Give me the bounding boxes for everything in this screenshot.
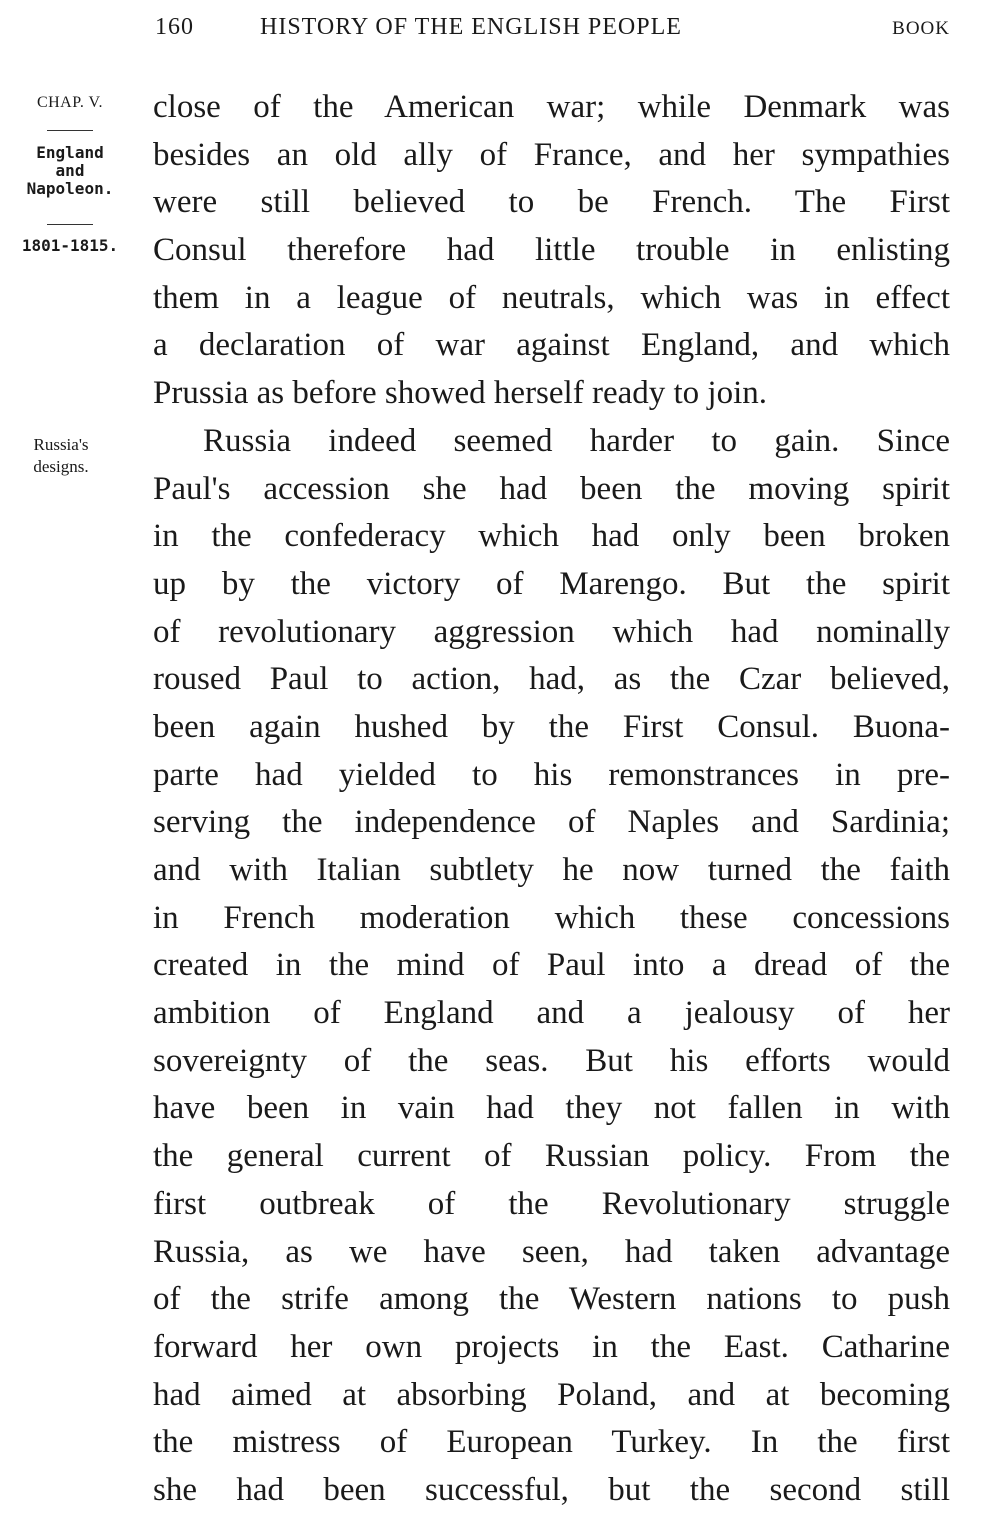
margin-note-line: designs. <box>33 457 89 476</box>
text-line: Russia indeed seemed harder to gain. Since <box>203 422 950 459</box>
margin-chapter: CHAP. V. <box>36 94 104 111</box>
text-line: roused Paul to action, had, as the Czar believed, <box>153 661 950 698</box>
text-line: Consul therefore had little trouble in enlisting <box>153 232 950 269</box>
book-label: BOOK <box>892 18 950 39</box>
page-number: 160 <box>155 14 194 40</box>
text-line: of the strife among the Western nations to push <box>153 1281 950 1318</box>
text-line: the mistress of European Turkey. In the first <box>153 1424 950 1461</box>
text-line: in the confederacy which had only been broken <box>153 518 950 555</box>
text-line: were still believed to be French. The First <box>153 184 950 221</box>
text-line: first outbreak of the Revolutionary struggle <box>153 1185 950 1222</box>
margin-rule <box>47 224 93 225</box>
text-line: parte had yielded to his remonstrances in pre- <box>153 756 950 793</box>
text-line: the general current of Russian policy. From the <box>153 1138 950 1175</box>
text-line: she had been successful, but the second still <box>153 1471 950 1508</box>
text-line: forward her own projects in the East. Catharine <box>153 1328 950 1365</box>
text-line: up by the victory of Marengo. But the spirit <box>153 565 950 602</box>
margin-section-title <box>0 144 140 198</box>
text-line: sovereignty of the seas. But his efforts would <box>153 1042 950 1079</box>
margin-section-line: England <box>36 143 104 162</box>
text-line: in French moderation which these concessions <box>153 899 950 936</box>
margin-rule <box>47 130 93 131</box>
text-line: of revolutionary aggression which had nominally <box>153 613 950 650</box>
margin-note-russia <box>0 434 122 478</box>
text-line: and with Italian subtlety he now turned the faith <box>153 852 950 888</box>
running-title: HISTORY OF THE ENGLISH PEOPLE <box>260 14 682 40</box>
margin-section-line: and <box>55 161 85 180</box>
text-line: ambition of England and a jealousy of her <box>153 995 950 1032</box>
text-line: a declaration of war against England, and which <box>153 327 950 364</box>
margin-note-line: Russia's <box>33 435 89 454</box>
text-line: created in the mind of Paul into a dread of the <box>153 947 950 984</box>
text-line: besides an old ally of France, and her sympathies <box>153 136 950 173</box>
margin-years: 1801-1815. <box>21 236 119 255</box>
text-line: had aimed at absorbing Poland, and at becoming <box>153 1376 950 1413</box>
body-text <box>153 84 950 1515</box>
margin-section-line: Napoleon. <box>26 179 114 198</box>
text-line: serving the independence of Naples and Sardinia; <box>153 804 950 841</box>
text-line: close of the American war; while Denmark was <box>153 89 950 125</box>
text-line: have been in vain had they not fallen in with <box>153 1090 950 1127</box>
text-line: Paul's accession she had been the moving spirit <box>153 470 950 507</box>
text-line: Prussia as before showed herself ready to join. <box>153 375 767 412</box>
text-line: been again hushed by the First Consul. Buona- <box>153 708 950 745</box>
page-header <box>155 14 950 50</box>
text-line: them in a league of neutrals, which was in effect <box>153 279 950 316</box>
text-line: Russia, as we have seen, had taken advantage <box>153 1233 950 1270</box>
